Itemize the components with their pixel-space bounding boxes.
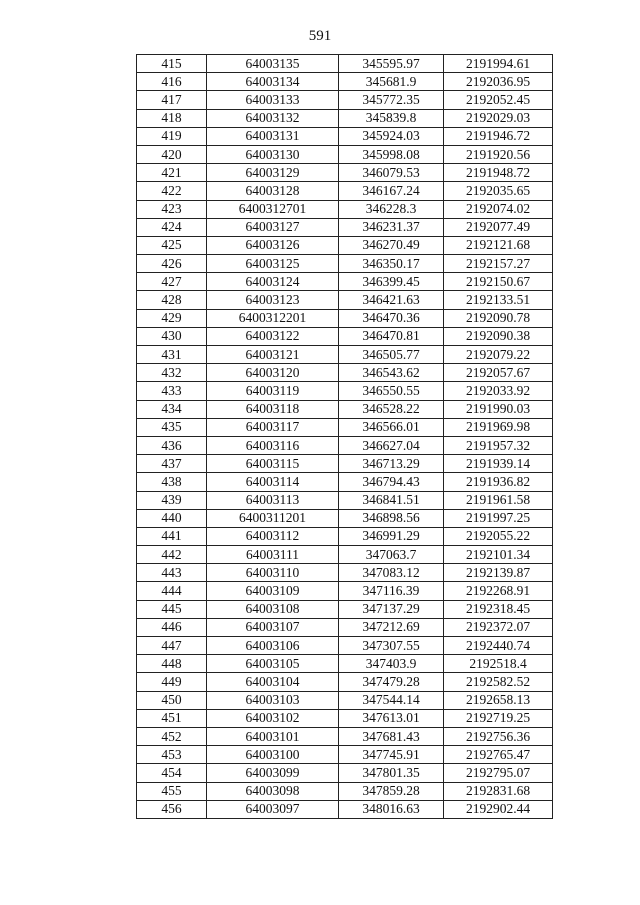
y-coordinate-cell: 2192658.13 (444, 691, 553, 709)
x-coordinate-cell: 346794.43 (339, 473, 444, 491)
x-coordinate-cell: 347403.9 (339, 655, 444, 673)
row-index-cell: 451 (137, 709, 207, 727)
y-coordinate-cell: 2191994.61 (444, 55, 553, 73)
point-code-cell: 6400311201 (207, 509, 339, 527)
y-coordinate-cell: 2192795.07 (444, 764, 553, 782)
y-coordinate-cell: 2192831.68 (444, 782, 553, 800)
x-coordinate-cell: 346270.49 (339, 236, 444, 254)
point-code-cell: 64003101 (207, 727, 339, 745)
table-row (137, 55, 553, 73)
point-code-cell: 64003127 (207, 218, 339, 236)
point-code-cell: 64003135 (207, 55, 339, 73)
y-coordinate-cell: 2192902.44 (444, 800, 553, 818)
x-coordinate-cell: 346470.36 (339, 309, 444, 327)
point-code-cell: 6400312701 (207, 200, 339, 218)
table-row (137, 236, 553, 254)
point-code-cell: 64003103 (207, 691, 339, 709)
table-row (137, 309, 553, 327)
y-coordinate-cell: 2191936.82 (444, 473, 553, 491)
x-coordinate-cell: 345839.8 (339, 109, 444, 127)
row-index-cell: 419 (137, 127, 207, 145)
row-index-cell: 436 (137, 436, 207, 454)
point-code-cell: 64003115 (207, 455, 339, 473)
table-row (137, 436, 553, 454)
y-coordinate-cell: 2192318.45 (444, 600, 553, 618)
table-row (137, 673, 553, 691)
x-coordinate-cell: 346079.53 (339, 164, 444, 182)
y-coordinate-cell: 2191920.56 (444, 145, 553, 163)
row-index-cell: 432 (137, 364, 207, 382)
x-coordinate-cell: 345772.35 (339, 91, 444, 109)
point-code-cell: 64003126 (207, 236, 339, 254)
row-index-cell: 455 (137, 782, 207, 800)
x-coordinate-cell: 347479.28 (339, 673, 444, 691)
table-row (137, 509, 553, 527)
x-coordinate-cell: 346627.04 (339, 436, 444, 454)
y-coordinate-cell: 2192440.74 (444, 637, 553, 655)
y-coordinate-cell: 2192518.4 (444, 655, 553, 673)
row-index-cell: 437 (137, 455, 207, 473)
point-code-cell: 64003132 (207, 109, 339, 127)
row-index-cell: 431 (137, 346, 207, 364)
row-index-cell: 443 (137, 564, 207, 582)
table-row (137, 491, 553, 509)
x-coordinate-cell: 347083.12 (339, 564, 444, 582)
row-index-cell: 430 (137, 327, 207, 345)
y-coordinate-cell: 2192074.02 (444, 200, 553, 218)
row-index-cell: 427 (137, 273, 207, 291)
y-coordinate-cell: 2191957.32 (444, 436, 553, 454)
row-index-cell: 446 (137, 618, 207, 636)
x-coordinate-cell: 347212.69 (339, 618, 444, 636)
y-coordinate-cell: 2192052.45 (444, 91, 553, 109)
row-index-cell: 425 (137, 236, 207, 254)
x-coordinate-cell: 346167.24 (339, 182, 444, 200)
table-body (137, 55, 553, 819)
y-coordinate-cell: 2192036.95 (444, 73, 553, 91)
x-coordinate-cell: 347681.43 (339, 727, 444, 745)
y-coordinate-cell: 2192582.52 (444, 673, 553, 691)
row-index-cell: 433 (137, 382, 207, 400)
y-coordinate-cell: 2192756.36 (444, 727, 553, 745)
x-coordinate-cell: 345595.97 (339, 55, 444, 73)
point-code-cell: 64003108 (207, 600, 339, 618)
point-code-cell: 64003116 (207, 436, 339, 454)
x-coordinate-cell: 347859.28 (339, 782, 444, 800)
point-code-cell: 64003124 (207, 273, 339, 291)
point-code-cell: 64003121 (207, 346, 339, 364)
row-index-cell: 434 (137, 400, 207, 418)
y-coordinate-cell: 2192035.65 (444, 182, 553, 200)
row-index-cell: 420 (137, 145, 207, 163)
table-row (137, 73, 553, 91)
row-index-cell: 422 (137, 182, 207, 200)
x-coordinate-cell: 346991.29 (339, 527, 444, 545)
x-coordinate-cell: 346228.3 (339, 200, 444, 218)
row-index-cell: 441 (137, 527, 207, 545)
x-coordinate-cell: 345924.03 (339, 127, 444, 145)
x-coordinate-cell: 345998.08 (339, 145, 444, 163)
point-code-cell: 64003125 (207, 255, 339, 273)
point-code-cell: 64003112 (207, 527, 339, 545)
table-row (137, 655, 553, 673)
table-row (137, 600, 553, 618)
table-row (137, 746, 553, 764)
point-code-cell: 64003111 (207, 546, 339, 564)
table-row (137, 473, 553, 491)
x-coordinate-cell: 347801.35 (339, 764, 444, 782)
x-coordinate-cell: 346421.63 (339, 291, 444, 309)
table-row (137, 109, 553, 127)
page-number: 591 (308, 28, 332, 44)
y-coordinate-cell: 2192090.38 (444, 327, 553, 345)
row-index-cell: 428 (137, 291, 207, 309)
point-code-cell: 64003104 (207, 673, 339, 691)
point-code-cell: 64003098 (207, 782, 339, 800)
table-row (137, 145, 553, 163)
row-index-cell: 452 (137, 727, 207, 745)
x-coordinate-cell: 346566.01 (339, 418, 444, 436)
x-coordinate-cell: 347137.29 (339, 600, 444, 618)
point-code-cell: 64003131 (207, 127, 339, 145)
point-code-cell: 64003113 (207, 491, 339, 509)
row-index-cell: 440 (137, 509, 207, 527)
point-code-cell: 64003119 (207, 382, 339, 400)
table-row (137, 291, 553, 309)
table-row (137, 273, 553, 291)
x-coordinate-cell: 347613.01 (339, 709, 444, 727)
y-coordinate-cell: 2192372.07 (444, 618, 553, 636)
x-coordinate-cell: 347307.55 (339, 637, 444, 655)
table-row (137, 455, 553, 473)
point-code-cell: 64003110 (207, 564, 339, 582)
x-coordinate-cell: 345681.9 (339, 73, 444, 91)
table-row (137, 727, 553, 745)
row-index-cell: 447 (137, 637, 207, 655)
y-coordinate-cell: 2192033.92 (444, 382, 553, 400)
y-coordinate-cell: 2192133.51 (444, 291, 553, 309)
point-code-cell: 64003122 (207, 327, 339, 345)
y-coordinate-cell: 2191961.58 (444, 491, 553, 509)
row-index-cell: 415 (137, 55, 207, 73)
table-row (137, 400, 553, 418)
y-coordinate-cell: 2192079.22 (444, 346, 553, 364)
table-row (137, 218, 553, 236)
row-index-cell: 445 (137, 600, 207, 618)
x-coordinate-cell: 346550.55 (339, 382, 444, 400)
y-coordinate-cell: 2192157.27 (444, 255, 553, 273)
point-code-cell: 6400312201 (207, 309, 339, 327)
y-coordinate-cell: 2192101.34 (444, 546, 553, 564)
table-row (137, 364, 553, 382)
table-row (137, 127, 553, 145)
table-row (137, 91, 553, 109)
table-row (137, 418, 553, 436)
x-coordinate-cell: 346231.37 (339, 218, 444, 236)
point-code-cell: 64003118 (207, 400, 339, 418)
point-code-cell: 64003105 (207, 655, 339, 673)
row-index-cell: 417 (137, 91, 207, 109)
point-code-cell: 64003123 (207, 291, 339, 309)
row-index-cell: 456 (137, 800, 207, 818)
y-coordinate-cell: 2192719.25 (444, 709, 553, 727)
x-coordinate-cell: 347745.91 (339, 746, 444, 764)
row-index-cell: 416 (137, 73, 207, 91)
point-code-cell: 64003129 (207, 164, 339, 182)
y-coordinate-cell: 2192057.67 (444, 364, 553, 382)
y-coordinate-cell: 2192121.68 (444, 236, 553, 254)
x-coordinate-cell: 346505.77 (339, 346, 444, 364)
row-index-cell: 449 (137, 673, 207, 691)
row-index-cell: 426 (137, 255, 207, 273)
row-index-cell: 448 (137, 655, 207, 673)
row-index-cell: 435 (137, 418, 207, 436)
row-index-cell: 421 (137, 164, 207, 182)
row-index-cell: 444 (137, 582, 207, 600)
x-coordinate-cell: 347544.14 (339, 691, 444, 709)
table-row (137, 564, 553, 582)
row-index-cell: 429 (137, 309, 207, 327)
y-coordinate-cell: 2191939.14 (444, 455, 553, 473)
table-row (137, 346, 553, 364)
y-coordinate-cell: 2192765.47 (444, 746, 553, 764)
row-index-cell: 423 (137, 200, 207, 218)
point-code-cell: 64003130 (207, 145, 339, 163)
table-row (137, 327, 553, 345)
x-coordinate-cell: 347063.7 (339, 546, 444, 564)
point-code-cell: 64003106 (207, 637, 339, 655)
point-code-cell: 64003114 (207, 473, 339, 491)
point-code-cell: 64003100 (207, 746, 339, 764)
row-index-cell: 450 (137, 691, 207, 709)
y-coordinate-cell: 2191997.25 (444, 509, 553, 527)
table-row (137, 637, 553, 655)
x-coordinate-cell: 346543.62 (339, 364, 444, 382)
point-code-cell: 64003102 (207, 709, 339, 727)
row-index-cell: 438 (137, 473, 207, 491)
row-index-cell: 453 (137, 746, 207, 764)
y-coordinate-cell: 2191948.72 (444, 164, 553, 182)
coordinates-table (136, 54, 553, 819)
y-coordinate-cell: 2192268.91 (444, 582, 553, 600)
table-row (137, 691, 553, 709)
x-coordinate-cell: 346528.22 (339, 400, 444, 418)
table-row (137, 546, 553, 564)
x-coordinate-cell: 346350.17 (339, 255, 444, 273)
point-code-cell: 64003128 (207, 182, 339, 200)
point-code-cell: 64003134 (207, 73, 339, 91)
y-coordinate-cell: 2191990.03 (444, 400, 553, 418)
table-row (137, 582, 553, 600)
table-row (137, 764, 553, 782)
x-coordinate-cell: 346470.81 (339, 327, 444, 345)
x-coordinate-cell: 348016.63 (339, 800, 444, 818)
point-code-cell: 64003117 (207, 418, 339, 436)
row-index-cell: 454 (137, 764, 207, 782)
y-coordinate-cell: 2192090.78 (444, 309, 553, 327)
table-row (137, 200, 553, 218)
point-code-cell: 64003099 (207, 764, 339, 782)
table-row (137, 164, 553, 182)
x-coordinate-cell: 347116.39 (339, 582, 444, 600)
point-code-cell: 64003107 (207, 618, 339, 636)
x-coordinate-cell: 346898.56 (339, 509, 444, 527)
y-coordinate-cell: 2192029.03 (444, 109, 553, 127)
point-code-cell: 64003133 (207, 91, 339, 109)
x-coordinate-cell: 346841.51 (339, 491, 444, 509)
table-row (137, 782, 553, 800)
table-row (137, 709, 553, 727)
table-row (137, 527, 553, 545)
y-coordinate-cell: 2191969.98 (444, 418, 553, 436)
x-coordinate-cell: 346713.29 (339, 455, 444, 473)
row-index-cell: 424 (137, 218, 207, 236)
x-coordinate-cell: 346399.45 (339, 273, 444, 291)
row-index-cell: 418 (137, 109, 207, 127)
table-row (137, 182, 553, 200)
row-index-cell: 442 (137, 546, 207, 564)
table-row (137, 618, 553, 636)
table-row (137, 382, 553, 400)
y-coordinate-cell: 2192139.87 (444, 564, 553, 582)
y-coordinate-cell: 2191946.72 (444, 127, 553, 145)
row-index-cell: 439 (137, 491, 207, 509)
table-row (137, 255, 553, 273)
y-coordinate-cell: 2192077.49 (444, 218, 553, 236)
y-coordinate-cell: 2192150.67 (444, 273, 553, 291)
y-coordinate-cell: 2192055.22 (444, 527, 553, 545)
table-row (137, 800, 553, 818)
point-code-cell: 64003097 (207, 800, 339, 818)
point-code-cell: 64003109 (207, 582, 339, 600)
point-code-cell: 64003120 (207, 364, 339, 382)
